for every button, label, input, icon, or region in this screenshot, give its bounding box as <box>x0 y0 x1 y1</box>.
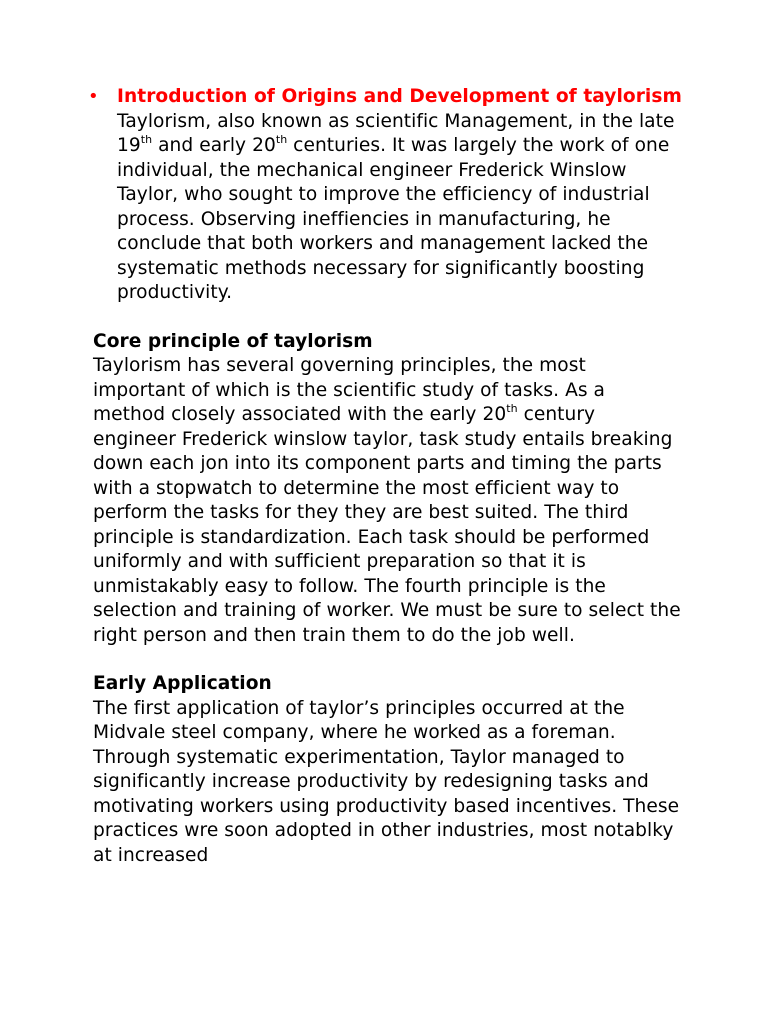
intro-text-1: Taylorism, also known as scientific Management, in the late 19 <box>117 110 675 156</box>
core-heading: Core principle of taylorism <box>93 330 373 352</box>
document-page <box>88 85 683 868</box>
early-heading: Early Application <box>93 673 272 694</box>
early-section <box>93 672 683 868</box>
early-paragraph: The first application of taylor’s principles occurred at the Midvale steel company, where he worked as a foreman. Through systematic experimentation, Taylor managed to significantly increase productivity by redesigning tasks and motivating workers using productivity based incentives. These practices wre soon adopted in other industries, most notablky at increased <box>93 697 680 866</box>
core-sup-1: th <box>506 401 518 415</box>
bullet-icon: • <box>88 86 99 107</box>
core-text-1: Taylorism has several governing principles, the most important of which is the scientific study of tasks. As a method closely associated with the early 20 <box>93 355 605 425</box>
intro-paragraph <box>117 85 683 306</box>
core-section <box>93 330 683 649</box>
core-paragraph <box>93 354 683 648</box>
core-text-2: century engineer Frederick winslow taylor, task study entails breaking down each jon into its component parts and timing the parts with a stopwatch to determine the most efficient way to perform the tasks for they they are best suited. The third principle is standardization. Each task should be performed uniformly and with sufficient preparation so that it is unmistakably easy to follow. The fourth principle is the selection and training of worker. We must be sure to select the right person and then train them to do the job well. <box>93 404 681 646</box>
intro-text-2: and early 20 <box>152 135 276 156</box>
intro-title: Introduction of Origins and Development of taylorism <box>117 86 682 107</box>
intro-sup-1: th <box>140 132 153 146</box>
intro-sup-2: th <box>275 132 288 146</box>
intro-text-3: centuries. It was largely the work of one individual, the mechanical engineer Frederick Winslow Taylor, who sought to improve the efficiency of industrial process. Observing ineffiencies in manufacturing, he conclude that both workers and management lacked the systematic methods necessary for significantly boosting productivity. <box>117 135 670 303</box>
intro-bullet-item <box>88 85 683 306</box>
